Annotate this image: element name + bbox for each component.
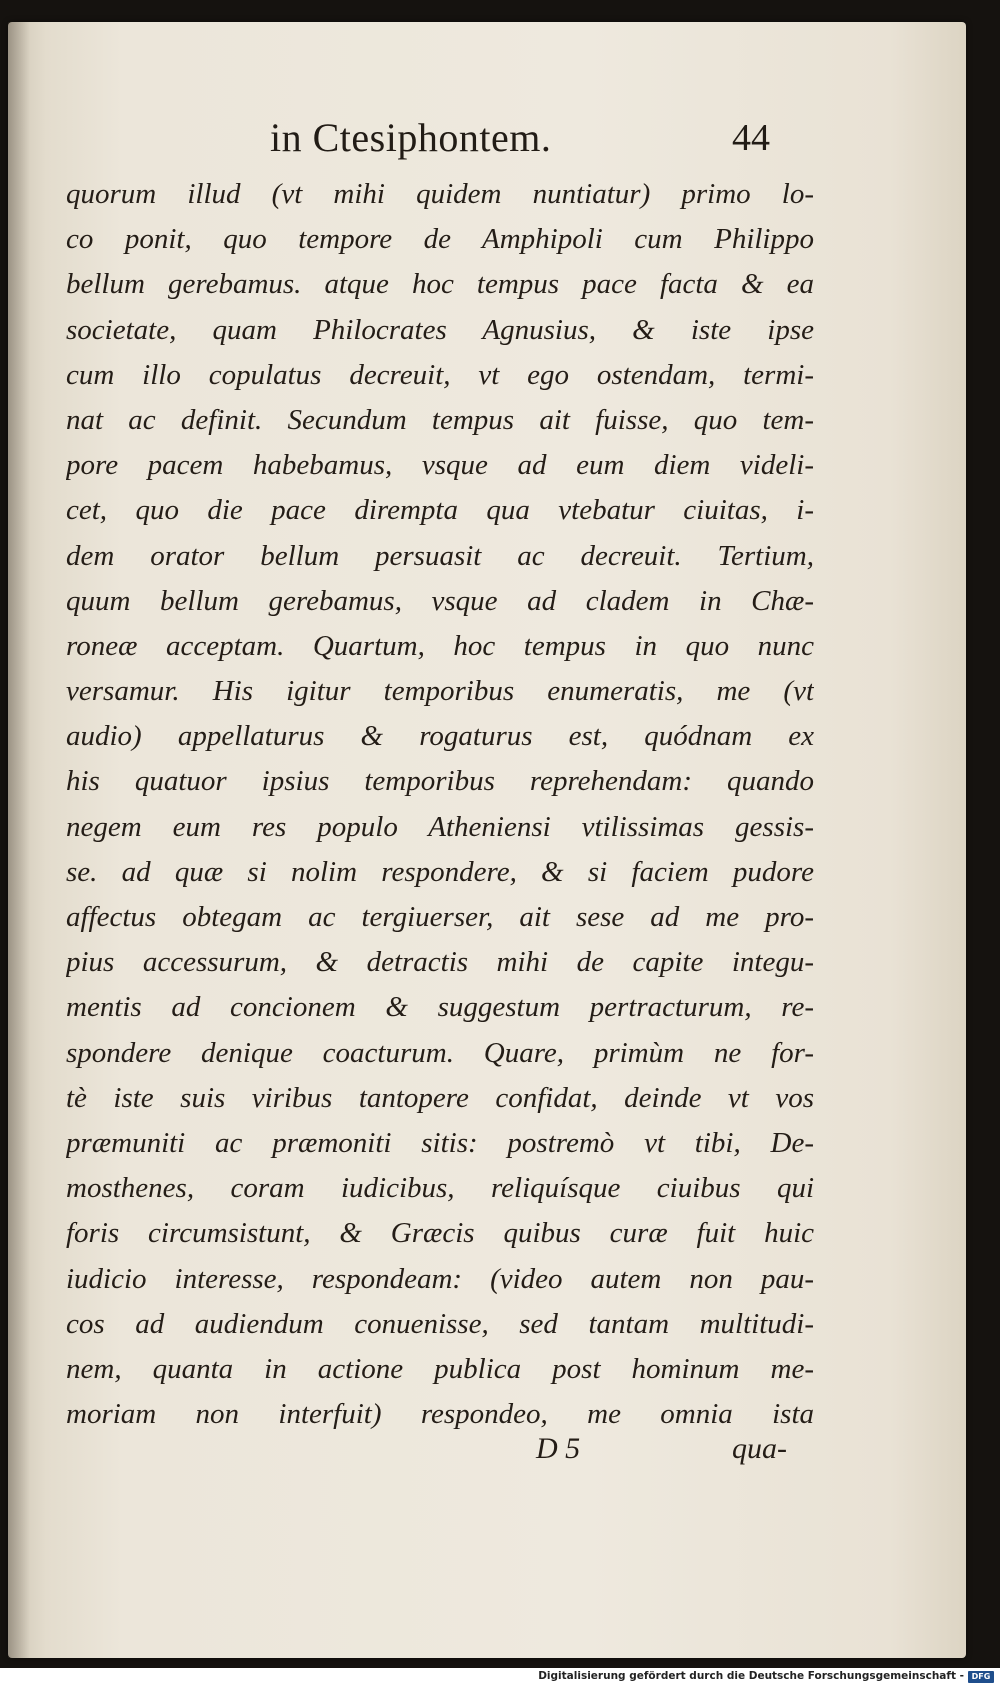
text-line: affectus obtegam ac tergiuerser, ait sese ad me pro- (66, 901, 814, 933)
body-text (66, 172, 814, 1437)
text-line: cos ad audiendum conuenisse, sed tantam multitudi- (66, 1307, 814, 1340)
text-line: bellum gerebamus. atque hoc tempus pace facta & ea (66, 268, 814, 301)
page-number: 44 (732, 117, 770, 159)
book-page (8, 22, 966, 1658)
catchword: qua- (732, 1432, 787, 1465)
gutter-shadow (8, 22, 30, 1658)
running-head: in Ctesiphontem. (270, 115, 552, 160)
text-line: co ponit, quo tempore de Amphipoli cum Philippo (66, 223, 814, 256)
text-line: moriam non interfuit) respondeo, me omnia ista (66, 1398, 814, 1431)
signature-mark: D 5 (536, 1432, 581, 1465)
text-line: mentis ad concionem & suggestum pertracturum, re- (66, 991, 814, 1024)
text-line: his quatuor ipsius temporibus reprehendam: quando (66, 765, 814, 798)
text-line: versamur. His igitur temporibus enumeratis, me (vt (66, 675, 814, 708)
text-line: mosthenes, coram iudicibus, reliquísque ciuibus qui (66, 1172, 814, 1205)
text-line: quum bellum gerebamus, vsque ad cladem in Chæ- (66, 584, 814, 617)
text-line: præmuniti ac præmoniti sitis: postremò vt tibi, De- (66, 1126, 814, 1159)
text-line: roneæ acceptam. Quartum, hoc tempus in quo nunc (66, 629, 814, 662)
text-line: quorum illud (vt mihi quidem nuntiatur) primo lo- (66, 178, 814, 210)
text-line: cet, quo die pace dirempta qua vtebatur ciuitas, i- (66, 494, 814, 527)
text-line: spondere denique coacturum. Quare, primùm ne for- (66, 1036, 814, 1069)
text-line: foris circumsistunt, & Græcis quibus curæ fuit huic (66, 1217, 814, 1250)
text-line: tè iste suis viribus tantopere confidat, deinde vt vos (66, 1081, 814, 1114)
text-line: dem orator bellum persuasit ac decreuit. Tertium, (66, 539, 814, 572)
text-line: cum illo copulatus decreuit, vt ego ostendam, termi- (66, 358, 814, 391)
text-line: pore pacem habebamus, vsque ad eum diem videli- (66, 449, 814, 482)
funding-credit: Digitalisierung gefördert durch die Deutsche Forschungsgemeinschaft - (538, 1670, 964, 1682)
dfg-logo-icon: DFG (968, 1671, 994, 1683)
text-line: societate, quam Philocrates Agnusius, & iste ipse (66, 313, 814, 346)
credit-bar (0, 1668, 1000, 1686)
text-line: pius accessurum, & detractis mihi de capite integu- (66, 946, 814, 979)
text-line: iudicio interesse, respondeam: (video autem non pau- (66, 1262, 814, 1295)
text-line: audio) appellaturus & rogaturus est, quódnam ex (66, 720, 814, 753)
text-line: nat ac definit. Secundum tempus ait fuisse, quo tem- (66, 403, 814, 436)
text-line: negem eum res populo Atheniensi vtilissimas gessis- (66, 810, 814, 843)
text-line: se. ad quæ si nolim respondere, & si faciem pudore (66, 855, 814, 888)
text-line: nem, quanta in actione publica post hominum me- (66, 1352, 814, 1385)
page-footer (8, 1432, 966, 1478)
